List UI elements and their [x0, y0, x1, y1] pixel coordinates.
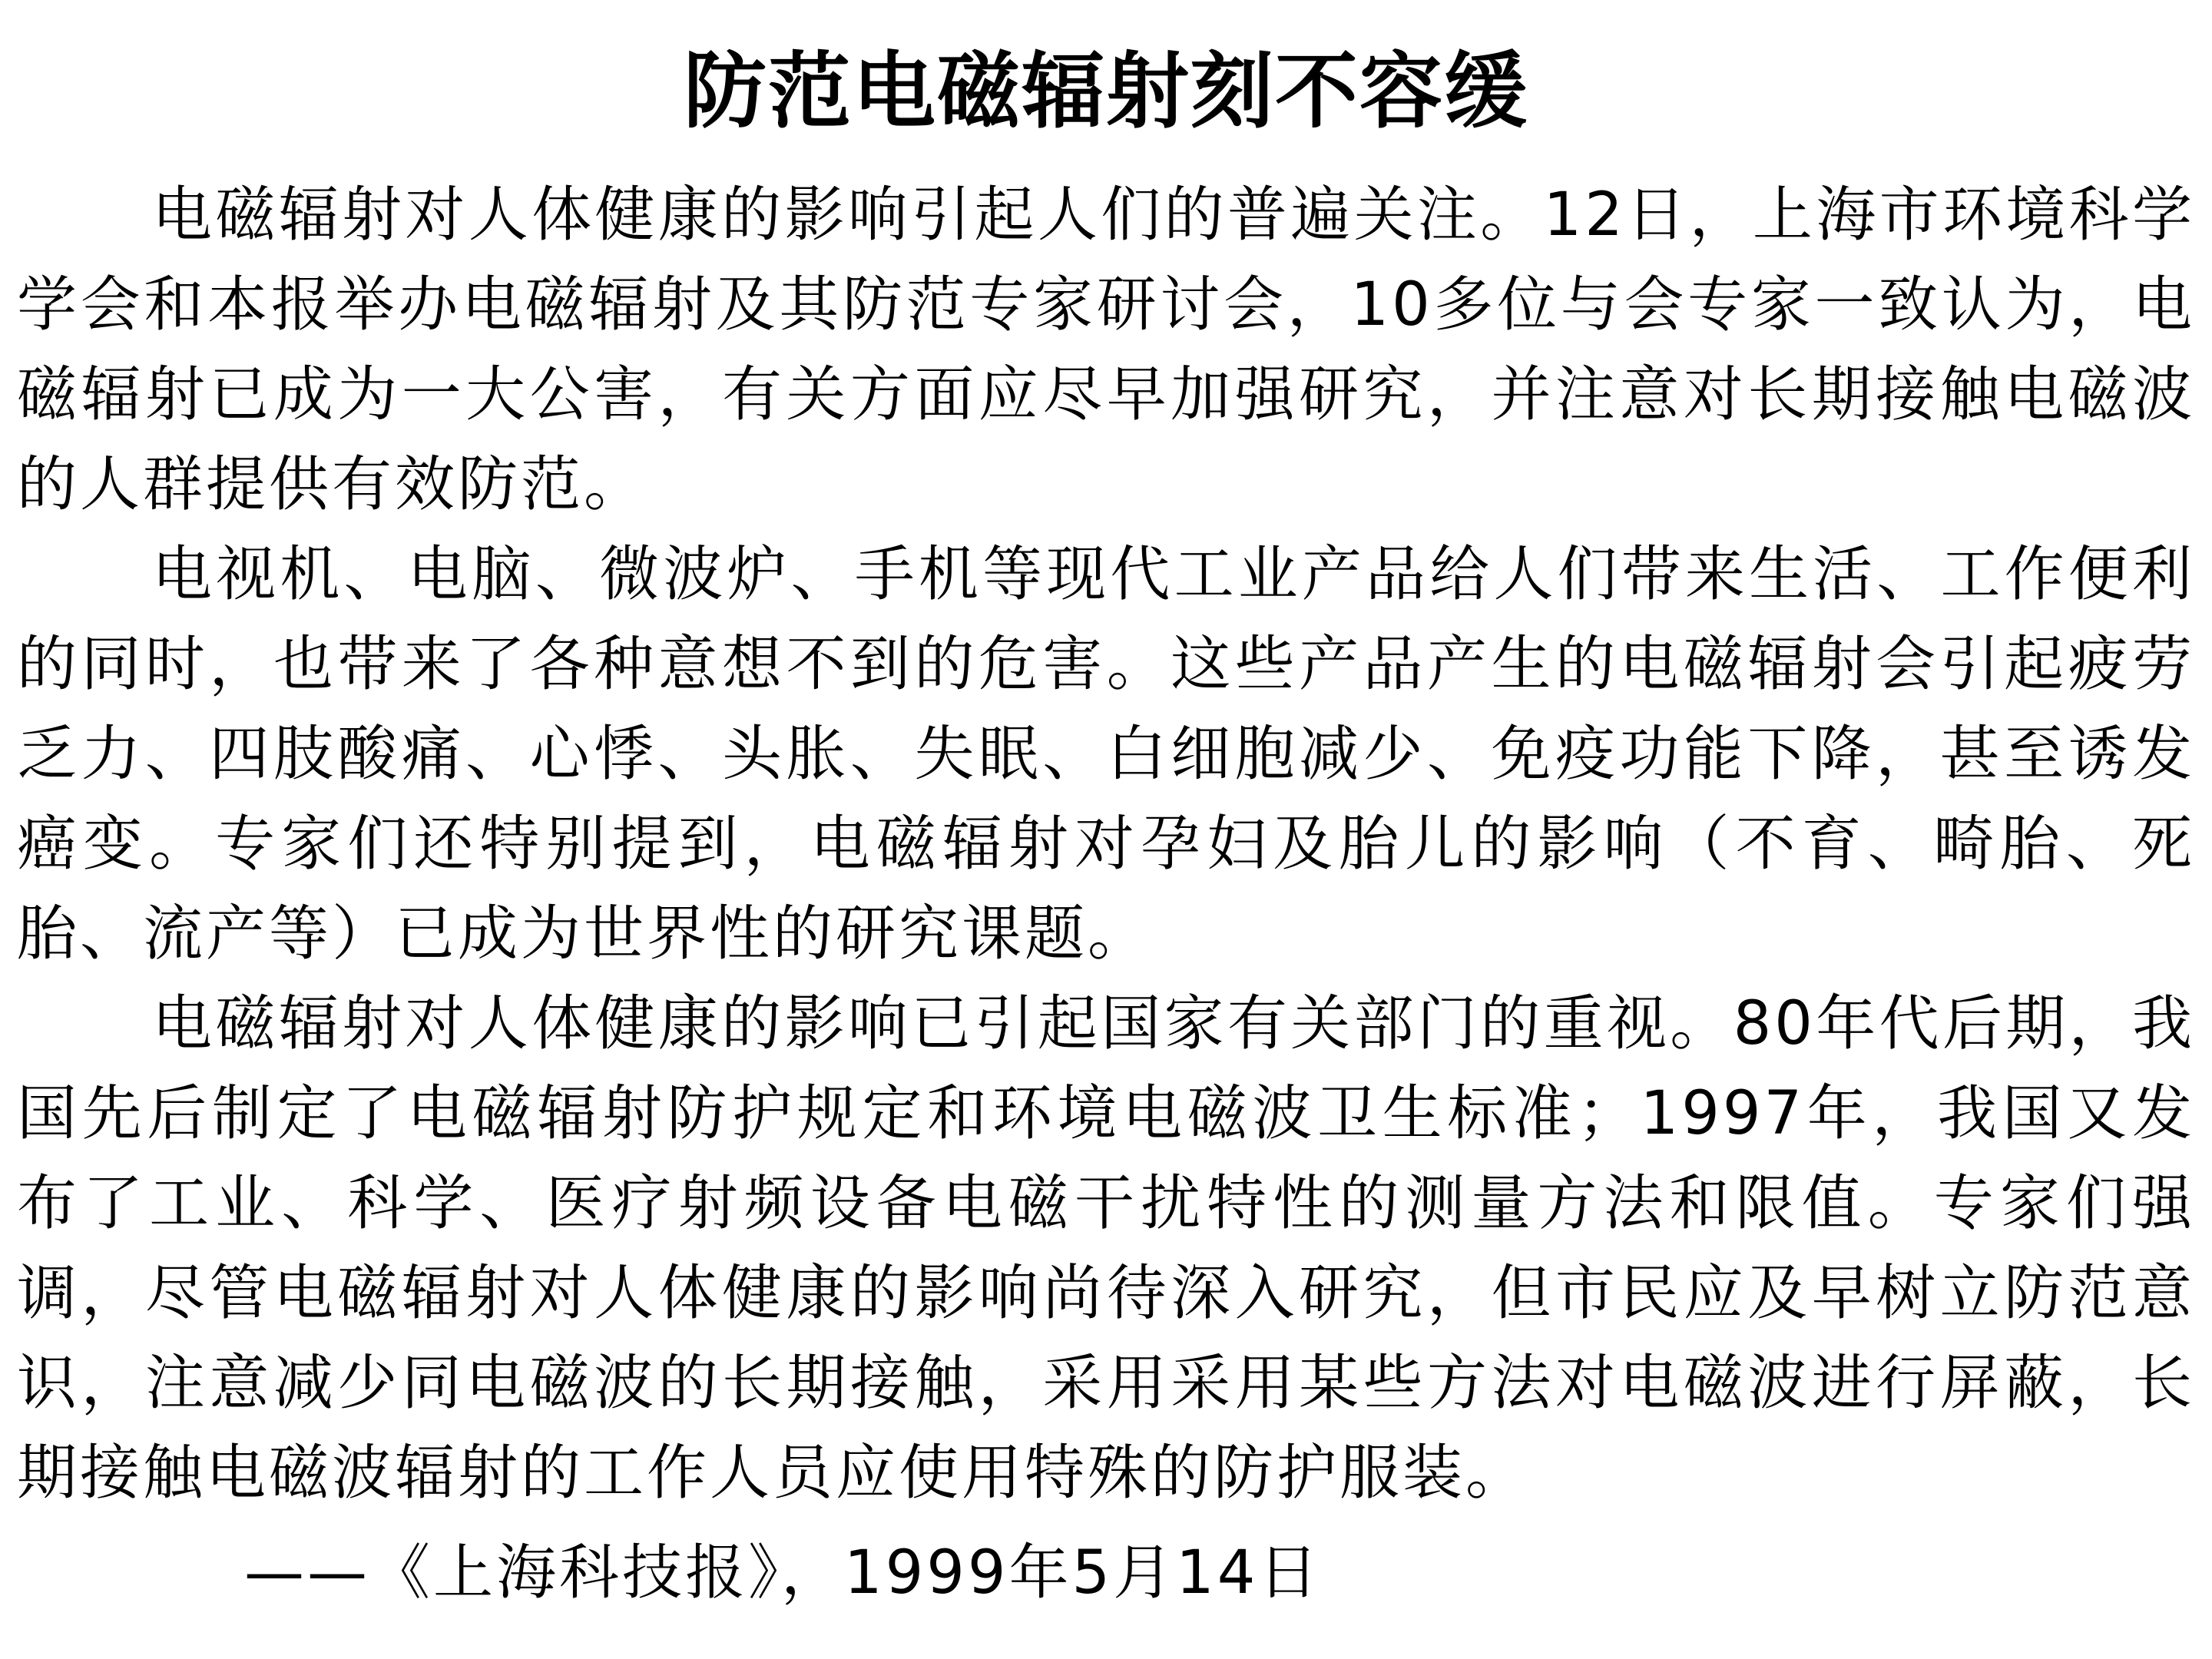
source-citation: ——《上海科技报》，1999年5月14日	[244, 1538, 1322, 1608]
paragraph-3: 电磁辐射对人体健康的影响已引起国家有关部门的重视。80年代后期，我国先后制定了电磁辐射防护规定和环境电磁波卫生标准；1997年，我国又发布了工业、科学、医疗射频设备电磁干扰特性的测量方法和限值。专家们强调，尽管电磁辐射对人体健康的影响尚待深入研究，但市民应及早树立防范意识，注意减少同电磁波的长期接触，采用采用某些方法对电磁波进行屏蔽，长期接触电磁波辐射的工作人员应使用特殊的防护服装。	[17, 989, 2195, 1508]
paragraph-2: 电视机、电脑、微波炉、手机等现代工业产品给人们带来生活、工作便利的同时，也带来了各种意想不到的危害。这些产品产生的电磁辐射会引起疲劳乏力、四肢酸痛、心悸、头胀、失眠、白细胞减少、免疫功能下降，甚至诱发癌变。专家们还特别提到，电磁辐射对孕妇及胎儿的影响（不育、畸胎、死胎、流产等）已成为世界性的研究课题。	[17, 540, 2195, 969]
article-title: 防范电磁辐射刻不容缓	[683, 43, 1528, 140]
article-body	[17, 171, 2195, 1518]
paragraph-1: 电磁辐射对人体健康的影响引起人们的普遍关注。12日，上海市环境科学学会和本报举办电磁辐射及其防范专家研讨会，10多位与会专家一致认为，电磁辐射已成为一大公害，有关方面应尽早加强研究，并注意对长期接触电磁波的人群提供有效防范。	[17, 180, 2195, 519]
